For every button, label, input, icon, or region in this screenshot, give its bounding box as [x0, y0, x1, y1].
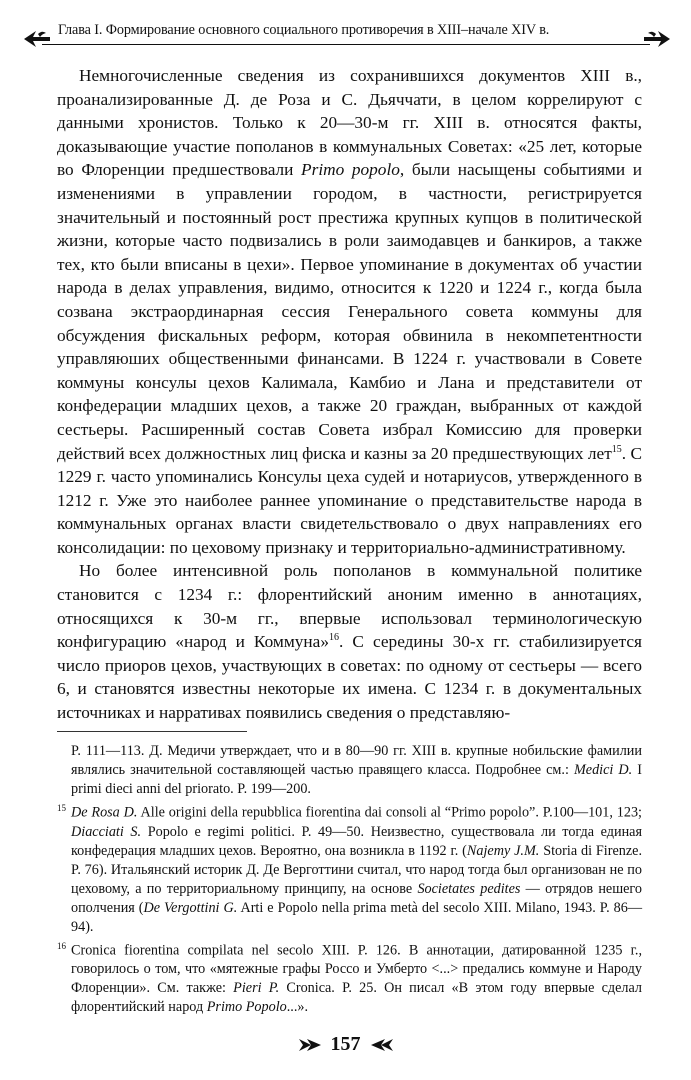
text-run: Cronica fiorentina compilata nel secolo XIII. P. 126. В аннотации, датированной 1235 г., говорилось о том, что «мятежные графы Россо и Умберто <...> предались коммуне и Народу Флоренции». См. также: — [71, 942, 642, 997]
body-paragraph — [57, 64, 642, 559]
italic-text: Diacciati S. — [71, 823, 142, 840]
italic-text: Medici D. — [573, 762, 633, 778]
italic-text: Pieri P. — [233, 980, 280, 997]
page-number: 157 — [330, 1033, 361, 1055]
page-footer — [0, 1033, 691, 1063]
main-text — [57, 64, 642, 725]
text-run: , были насыщены событиями и изменениями в управлении городом, в частности, регистрируется значительный и постоянный рост престижа крупных купцов в политической жизни, которые часто подвизались в роли заимодавцев и банкиров, а также тех, кто были вписаны в цехи». Первое упоминание в документах об участии народа в делах управления, видимо, относится к 1220 и 1224 г., когда была созвана экстраординарная сессия Генерального совета коммуны для обсуждения фискальных реформ, которая обвинила в некомпетентности управляюших общественными финансами. В 1224 г. участвовали в Совете коммуны консулы цехов Калимала, Камбио и Лана и представители от конфедерации младших цехов, а также 20 граждан, выбранных от каждой сестьеры. Расширенный состав Совета избрал Комиссию для проверки действий всех должностных лиц фиска и казны за 20 предшествующих лет — [57, 160, 642, 463]
footnote-separator — [57, 731, 247, 732]
italic-text: Societates pedites — [417, 880, 521, 897]
footnote-number: 15 — [57, 803, 66, 813]
text-run: I primi dieci anni del priorato. P. 199—200. — [71, 762, 643, 797]
footnote-ref: 15 — [611, 443, 622, 455]
italic-text: De Vergottini G. — [143, 899, 238, 916]
ornament-left-icon — [22, 28, 52, 50]
footnote-ref: 16 — [328, 632, 339, 644]
ornament-right-icon — [642, 28, 672, 50]
body-paragraph — [57, 559, 642, 724]
footnote — [57, 937, 642, 1018]
text-run: ...». — [286, 999, 309, 1016]
footer-ornament-right-icon — [369, 1036, 395, 1054]
text-run: Cronica. P. 25. Он писал «В этом году впервые сделал флорентийский народ — [71, 980, 642, 1016]
italic-text: De Rosa D. — [71, 804, 138, 821]
text-run: . С 1229 г. часто упоминались Консулы цеха судей и нотариусов, утвержденного в 1212 г. Уже это наиболее раннее упоминание о представительстве народа в коммунальных органах власти свидетельствовало о двух направлениях его консолидации: по цеховому признаку и территориально-административному. — [57, 443, 642, 557]
italic-text: Primo Popolo — [206, 999, 287, 1016]
text-run: Storia di Firenze. P. 76). Итальянский историк Д. Де Верготтини считал, что народ тогда был организован не по цеховому, а по территориальному принципу, на основе — [71, 842, 643, 897]
text-run: P. 111—113. Д. Медичи утверждает, что и в 80—90 гг. XIII в. крупные нобильские фамилии являлись значительной составляющей частью правящего класса. Подробнее см.: — [71, 743, 642, 778]
footnote — [57, 742, 642, 799]
text-run: . С середины 30-х гг. стабилизируется число приоров цехов, участвующих в советах: по одному от сестьеры — всего 6, и становятся известны некоторые их имена. С 1234 г. в документальных источниках и нарративах появились сведения о представляю- — [57, 632, 642, 723]
text-run: — отрядов нешего ополчения ( — [71, 880, 642, 916]
text-run: Arti e Popolo nella prima metà del secolo XIII. Milano, 1943. P. 86—94). — [71, 899, 643, 935]
text-run: Немногочисленные сведения из сохранившихся документов XIII в., проанализированные Д. де Роза и С. Дьяччати, в целом коррелируют с данными хронистов. Только к 20—30-м гг. XIII в. относятся факты, доказывающие участие пополанов в коммунальных Советах: «25 лет, которые во Флоренции предшествовали — [57, 66, 642, 180]
running-title: Глава I. Формирование основного социального противоречия в XIII–начале XIV в. — [58, 22, 550, 38]
running-header — [22, 20, 672, 48]
italic-text: Primo popolo — [301, 160, 400, 180]
footnotes — [57, 742, 642, 1017]
footnote-number: 16 — [57, 940, 66, 951]
italic-text: Najemy J.M. — [466, 842, 540, 859]
text-run: Popolo e regimi politici. P. 49—50. Неизвестно, существовала ли тогда единая конфедерация младших цехов. Вероятно, она возникла в 1192 г. ( — [71, 823, 643, 859]
text-run: Но более интенсивной роль пополанов в коммунальной политике становится с 1234 г.: флорентийский аноним именно в аннотациях, относящихся к 30-м гг., впервые использовал терминологическую конфигурацию «народ и Коммуна» — [57, 561, 642, 652]
footnote — [57, 799, 642, 937]
footer-ornament-left-icon — [297, 1036, 323, 1054]
header-rule — [42, 44, 650, 45]
text-run: Alle origini della repubblica fiorentina dai consoli al “Primo popolo”. P.100—101, 123; — [137, 804, 642, 821]
